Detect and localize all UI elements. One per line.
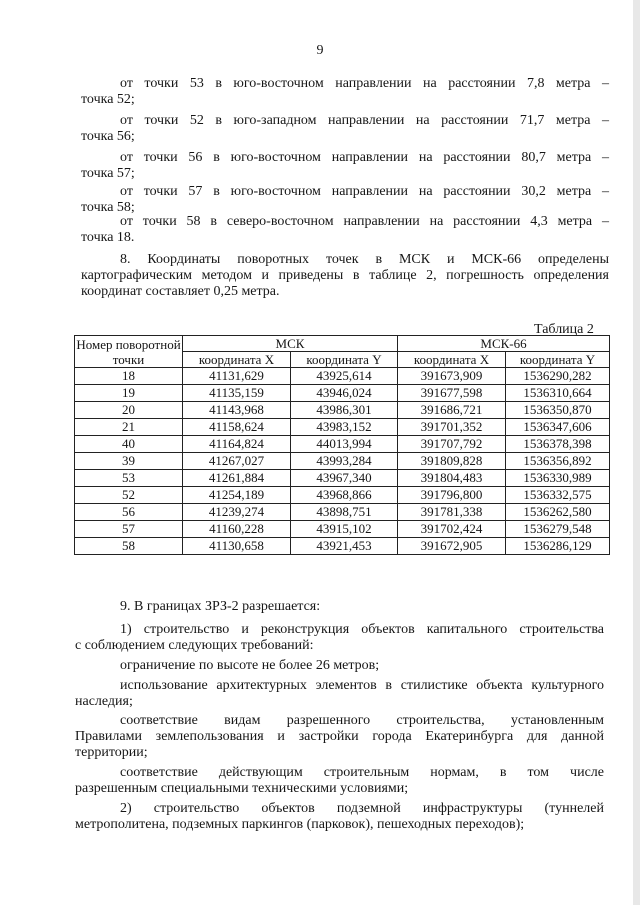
point-number: 21 (75, 419, 183, 436)
table-caption: Таблица 2 (534, 322, 594, 337)
direction-line: точка 58; (81, 200, 135, 215)
section-9-line: разрешенным специальными техническими условиями; (75, 781, 409, 796)
section-9-line: ограничение по высоте не более 26 метров; (120, 658, 380, 673)
direction-line: точка 56; (81, 129, 135, 144)
direction-line: точка 57; (81, 166, 135, 181)
msk-y: 43921,453 (291, 538, 398, 555)
header-msk66-y: координата Y (506, 352, 610, 368)
msk-y: 43968,866 (291, 487, 398, 504)
direction-line: точка 52; (81, 92, 135, 107)
msk66-x: 391804,483 (398, 470, 506, 487)
coordinates-table (74, 335, 610, 555)
table-row (75, 385, 610, 402)
header-msk66-x: координата X (398, 352, 506, 368)
paragraph-8-line: координат составляет 0,25 метра. (81, 284, 280, 299)
msk-x: 41239,274 (183, 504, 291, 521)
msk-y: 43898,751 (291, 504, 398, 521)
msk-x: 41131,629 (183, 368, 291, 385)
table-row (75, 436, 610, 453)
msk66-x: 391686,721 (398, 402, 506, 419)
point-number: 56 (75, 504, 183, 521)
section-9-line: территории; (75, 745, 148, 760)
msk-x: 41267,027 (183, 453, 291, 470)
point-number: 18 (75, 368, 183, 385)
direction-line: от точки 58 в северо-восточном направлении на расстоянии 4,3 метра – (120, 214, 609, 229)
direction-line: от точки 52 в юго-западном направлении на расстоянии 71,7 метра – (120, 113, 609, 128)
section-9-line: 1) строительство и реконструкция объектов капитального строительства (120, 622, 604, 637)
msk-x: 41130,658 (183, 538, 291, 555)
table-row (75, 368, 610, 385)
section-9-line: наследия; (75, 694, 133, 709)
paragraph-8-line: 8. Координаты поворотных точек в МСК и МСК-66 определены (120, 252, 609, 267)
msk-y: 44013,994 (291, 436, 398, 453)
msk66-y: 1536310,664 (506, 385, 610, 402)
msk66-x: 391702,424 (398, 521, 506, 538)
msk-y: 43986,301 (291, 402, 398, 419)
header-msk-y: координата Y (291, 352, 398, 368)
msk-x: 41160,228 (183, 521, 291, 538)
msk66-y: 1536332,575 (506, 487, 610, 504)
msk-x: 41158,624 (183, 419, 291, 436)
msk-x: 41254,189 (183, 487, 291, 504)
header-msk-x: координата X (183, 352, 291, 368)
direction-line: от точки 53 в юго-восточном направлении на расстоянии 7,8 метра – (120, 76, 609, 91)
paragraph-8-line: картографическим методом и приведены в таблице 2, погрешность определения (81, 268, 609, 283)
direction-line: от точки 57 в юго-восточном направлении на расстоянии 30,2 метра – (120, 184, 609, 199)
direction-line: от точки 56 в юго-восточном направлении на расстоянии 80,7 метра – (120, 150, 609, 165)
point-number: 20 (75, 402, 183, 419)
point-number: 40 (75, 436, 183, 453)
msk66-y: 1536262,580 (506, 504, 610, 521)
point-number: 53 (75, 470, 183, 487)
msk-y: 43946,024 (291, 385, 398, 402)
msk66-y: 1536279,548 (506, 521, 610, 538)
point-number: 19 (75, 385, 183, 402)
section-9-line: метрополитена, подземных паркингов (парковок), пешеходных переходов); (75, 817, 525, 832)
msk-x: 41135,159 (183, 385, 291, 402)
msk-y: 43925,614 (291, 368, 398, 385)
section-9-line: с соблюдением следующих требований: (75, 638, 314, 653)
table-row (75, 402, 610, 419)
table-row (75, 419, 610, 436)
table-row (75, 453, 610, 470)
table-row (75, 470, 610, 487)
table-row (75, 521, 610, 538)
msk66-x: 391677,598 (398, 385, 506, 402)
section-9-line: 2) строительство объектов подземной инфраструктуры (туннелей (120, 801, 604, 816)
msk66-x: 391701,352 (398, 419, 506, 436)
msk-x: 41143,968 (183, 402, 291, 419)
msk66-x: 391796,800 (398, 487, 506, 504)
page-number: 9 (316, 43, 324, 58)
table-row (75, 538, 610, 555)
section-9-line: Правилами землепользования и застройки города Екатеринбурга для данной (75, 729, 604, 744)
msk-y: 43993,284 (291, 453, 398, 470)
msk-x: 41261,884 (183, 470, 291, 487)
msk66-x: 391707,792 (398, 436, 506, 453)
msk66-y: 1536378,398 (506, 436, 610, 453)
section-9-line: 9. В границах ЗРЗ-2 разрешается: (120, 599, 321, 614)
msk66-y: 1536350,870 (506, 402, 610, 419)
scan-edge (633, 0, 640, 905)
msk-y: 43915,102 (291, 521, 398, 538)
point-number: 57 (75, 521, 183, 538)
msk66-x: 391809,828 (398, 453, 506, 470)
section-9-line: использование архитектурных элементов в стилистике объекта культурного (120, 678, 604, 693)
msk66-y: 1536286,129 (506, 538, 610, 555)
msk66-y: 1536347,606 (506, 419, 610, 436)
point-number: 39 (75, 453, 183, 470)
msk66-y: 1536290,282 (506, 368, 610, 385)
msk66-y: 1536356,892 (506, 453, 610, 470)
msk66-x: 391672,905 (398, 538, 506, 555)
msk-y: 43983,152 (291, 419, 398, 436)
msk66-y: 1536330,989 (506, 470, 610, 487)
table-row (75, 504, 610, 521)
msk-y: 43967,340 (291, 470, 398, 487)
msk66-x: 391781,338 (398, 504, 506, 521)
msk66-x: 391673,909 (398, 368, 506, 385)
point-number: 52 (75, 487, 183, 504)
direction-line: точка 18. (81, 230, 135, 245)
msk-x: 41164,824 (183, 436, 291, 453)
table-row (75, 487, 610, 504)
point-number: 58 (75, 538, 183, 555)
section-9-line: соответствие видам разрешенного строительства, установленным (120, 713, 604, 728)
section-9-line: соответствие действующим строительным нормам, в том числе (120, 765, 604, 780)
header-msk: МСК (183, 336, 398, 352)
header-point-number: Номер поворотной точки (76, 336, 181, 367)
header-msk66: МСК-66 (398, 336, 610, 352)
